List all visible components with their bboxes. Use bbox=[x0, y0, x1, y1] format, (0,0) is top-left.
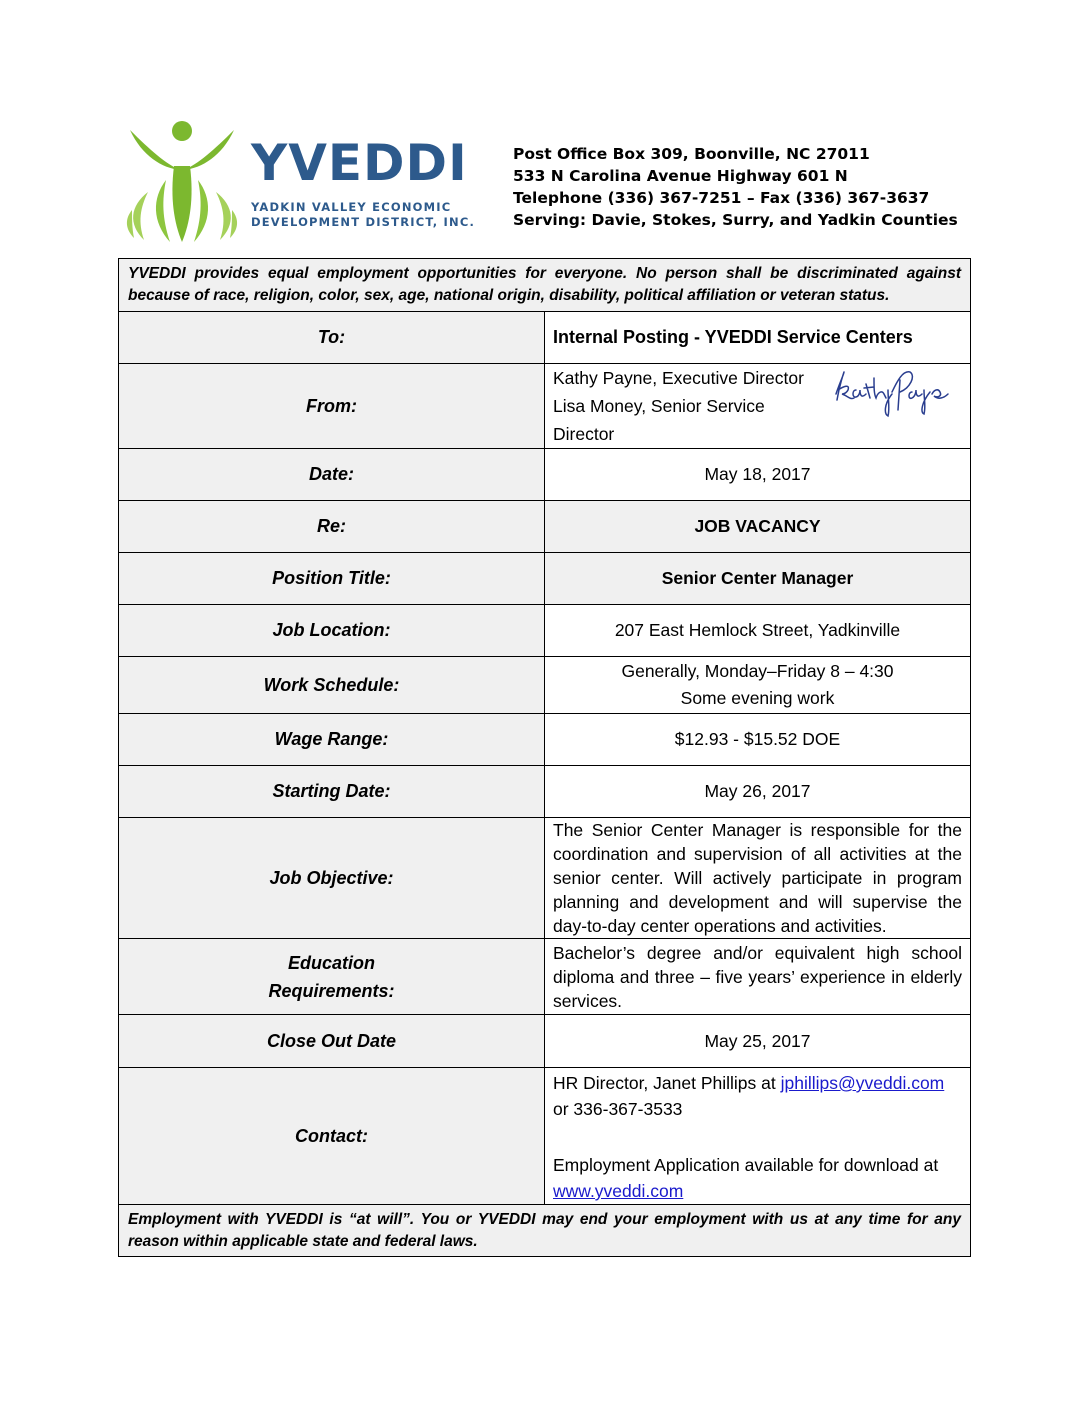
to-label: To: bbox=[119, 312, 545, 364]
location-label: Job Location: bbox=[119, 605, 545, 657]
education-label-line-2: Requirements: bbox=[268, 980, 395, 1001]
wage-label: Wage Range: bbox=[119, 714, 545, 766]
address-po-box: Post Office Box 309, Boonville, NC 27011 bbox=[513, 145, 870, 163]
at-will-notice: Employment with YVEDDI is “at will”. You or YVEDDI may end your employment with us at any time for any reason within applicable state and federal laws. bbox=[119, 1205, 971, 1257]
wage-value: $12.93 - $15.52 DOE bbox=[545, 714, 971, 766]
date-value: May 18, 2017 bbox=[545, 449, 971, 501]
start-value: May 26, 2017 bbox=[545, 766, 971, 818]
schedule-label: Work Schedule: bbox=[119, 657, 545, 714]
row-re bbox=[119, 501, 971, 553]
row-closeout bbox=[119, 1015, 971, 1068]
closeout-value: May 25, 2017 bbox=[545, 1015, 971, 1068]
objective-value: The Senior Center Manager is responsible for the coordination and supervision of all activities at the senior center. Will actively participate in program planning and development and will supervise the day-to-day center operations and activities. bbox=[545, 818, 971, 939]
website-link[interactable]: www.yveddi.com bbox=[553, 1181, 684, 1201]
education-label-line-1: Education bbox=[287, 952, 375, 973]
education-value: Bachelor’s degree and/or equivalent high school diploma and three – five years’ experience in elderly services. bbox=[545, 939, 971, 1015]
schedule-line-1: Generally, Monday–Friday 8 – 4:30 bbox=[621, 661, 894, 681]
row-contact bbox=[119, 1068, 971, 1205]
logo-figure-icon bbox=[124, 118, 249, 246]
contact-line-1 bbox=[553, 1070, 962, 1122]
yveddi-logo bbox=[124, 118, 476, 246]
row-date bbox=[119, 449, 971, 501]
email-link[interactable]: jphillips@yveddi.com bbox=[780, 1073, 945, 1093]
row-schedule bbox=[119, 657, 971, 714]
address-phone-fax: Telephone (336) 367-7251 – Fax (336) 367-3637 bbox=[513, 189, 930, 207]
re-value: JOB VACANCY bbox=[545, 501, 971, 553]
address-block bbox=[513, 143, 958, 231]
address-street: 533 N Carolina Avenue Highway 601 N bbox=[513, 167, 848, 185]
address-serving: Serving: Davie, Stokes, Surry, and Yadkin Counties bbox=[513, 211, 958, 229]
start-label: Starting Date: bbox=[119, 766, 545, 818]
eeo-notice: YVEDDI provides equal employment opportunities for everyone. No person shall be discriminated against because of race, religion, color, sex, age, national origin, disability, political affiliation or veteran status. bbox=[119, 259, 971, 312]
objective-label: Job Objective: bbox=[119, 818, 545, 939]
location-value: 207 East Hemlock Street, Yadkinville bbox=[545, 605, 971, 657]
logo-subtitle bbox=[251, 200, 475, 230]
to-value: Internal Posting - YVEDDI Service Centers bbox=[545, 312, 971, 364]
date-label: Date: bbox=[119, 449, 545, 501]
row-wage bbox=[119, 714, 971, 766]
re-label: Re: bbox=[119, 501, 545, 553]
contact-line-2 bbox=[553, 1152, 962, 1204]
position-label: Position Title: bbox=[119, 553, 545, 605]
contact-hr-text: HR Director, Janet Phillips at bbox=[553, 1073, 781, 1093]
row-from bbox=[119, 364, 971, 449]
contact-label: Contact: bbox=[119, 1068, 545, 1205]
from-line-2: Lisa Money, Senior Service Director bbox=[553, 396, 765, 444]
application-text: Employment Application available for download at bbox=[553, 1155, 939, 1175]
logo-subtitle-line-1: YADKIN VALLEY ECONOMIC bbox=[251, 200, 452, 214]
row-to bbox=[119, 312, 971, 364]
from-label: From: bbox=[119, 364, 545, 449]
row-position bbox=[119, 553, 971, 605]
education-label bbox=[119, 939, 545, 1015]
row-location bbox=[119, 605, 971, 657]
row-objective bbox=[119, 818, 971, 939]
at-will-notice-row bbox=[119, 1205, 971, 1257]
row-education bbox=[119, 939, 971, 1015]
position-value: Senior Center Manager bbox=[545, 553, 971, 605]
schedule-value bbox=[545, 657, 971, 714]
eeo-notice-row bbox=[119, 259, 971, 312]
signature-kathy-payne bbox=[830, 364, 952, 418]
schedule-line-2: Some evening work bbox=[680, 688, 835, 708]
from-line-1: Kathy Payne, Executive Director bbox=[553, 368, 804, 388]
closeout-label: Close Out Date bbox=[119, 1015, 545, 1068]
job-posting-table bbox=[118, 258, 971, 1257]
from-value bbox=[545, 364, 971, 449]
contact-value bbox=[545, 1068, 971, 1205]
contact-phone-text: or 336-367-3533 bbox=[553, 1099, 683, 1119]
logo-wordmark: YVEDDI bbox=[251, 134, 468, 192]
row-start bbox=[119, 766, 971, 818]
logo-subtitle-line-2: DEVELOPMENT DISTRICT, INC. bbox=[251, 215, 476, 229]
